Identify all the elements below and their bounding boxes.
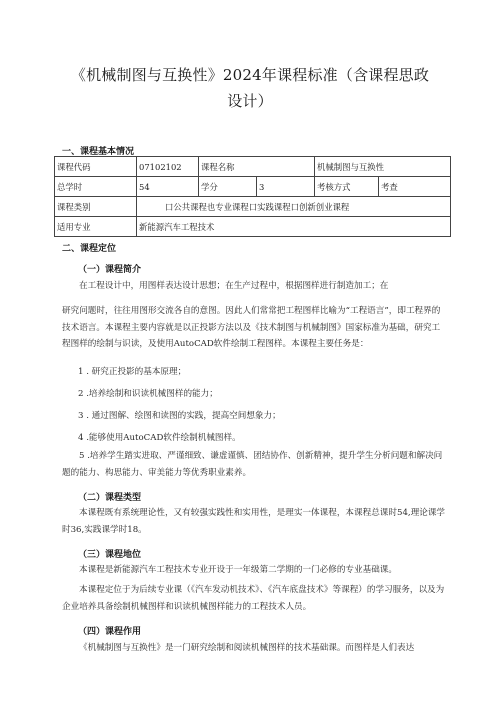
list-item: 1 . 研究正投影的基本原理； — [78, 367, 187, 377]
subheading-course-role: （四）课程作用 — [78, 627, 142, 637]
document-title-line-2: 设计） — [227, 92, 273, 110]
table-cell: 学分 — [199, 177, 257, 197]
list-item: 5 .培养学生踏实进取、严谨细致、谦虚谨慎、团结协作、创新精神，提升学生分析问题和解决问题的能力、构思能力、审美能力等优秀职业素养。 — [62, 451, 443, 478]
paragraph: 《机械制图与互换性》是一门研究绘制和阅读机械图样的技术基础课。而图样是人们表达 — [79, 643, 415, 653]
section-heading-basic-info: 一、课程基本情况 — [62, 147, 135, 157]
subheading-course-status: （三）课程地位 — [78, 550, 142, 560]
table-cell: 07102102 — [137, 157, 199, 177]
table-cell: 口公共课程也专业课程口实践课程口创新创业课程 — [137, 197, 451, 217]
course-info-table — [54, 156, 451, 237]
table-cell: 适用专业 — [55, 217, 137, 237]
table-cell: 54 — [137, 177, 199, 197]
table-cell: 考查 — [379, 177, 451, 197]
paragraph: 研究问题时，往往用图形交流各自的意图。因此人们常常把工程图样比喻为“工程语言”，即工程界的技术语言。本课程主要内容就是以正投影方法以及《技术制图与机械制图》国家标准为基础，研究工程图样的绘制与识读，及使用AutoCAD软件绘制工程图样。本课程主要任务是： — [62, 306, 441, 349]
table-cell: 课程代码 — [55, 157, 137, 177]
paragraph: 本课程既有系统理论性，又有较强实践性和实用性，是理实一体课程，本课程总课时54,理论课学时36,实践课学时18。 — [62, 508, 446, 535]
table-row — [55, 217, 451, 237]
table-row — [55, 157, 451, 177]
paragraph: 在工程设计中，用图样表达设计思想；在生产过程中，根据图样进行制造加工；在 — [79, 281, 389, 291]
table-cell: 3 — [257, 177, 315, 197]
subheading-course-intro: （一）课程简介 — [78, 265, 142, 275]
table-cell: 新能源汽车工程技术 — [137, 217, 451, 237]
paragraph: 本课程是新能源汽车工程技术专业开设于一年级第二学期的一门必修的专业基础课。 — [79, 565, 397, 575]
list-item: 4 .能够使用AutoCAD软件绘制机械图样。 — [78, 433, 241, 443]
table-cell: 机械制图与互换性 — [315, 157, 451, 177]
table-cell: 课程名称 — [199, 157, 315, 177]
table-cell: 考核方式 — [315, 177, 379, 197]
subheading-course-type: （二）课程类型 — [78, 493, 142, 503]
list-item: 3 . 通过图解、绘图和读图的实践，提高空间想象力； — [78, 411, 281, 421]
table-row — [55, 177, 451, 197]
section-heading-course-position: 二、课程定位 — [62, 244, 117, 254]
table-cell: 总学时 — [55, 177, 137, 197]
list-item: 2 .培养绘制和识读机械图样的能力； — [78, 389, 218, 399]
table-cell: 课程类别 — [55, 197, 137, 217]
document-title-line-1: 《机械制图与互换性》2024年课程标准（含课程思政 — [70, 66, 430, 84]
paragraph: 本课程定位于为后续专业课（《汽车发动机技术》、《汽车底盘技术》等课程）的学习服务，以及为企业培养具备绘制机械图样和识读机械图样能力的工程技术人员。 — [62, 585, 445, 612]
table-row — [55, 197, 451, 217]
